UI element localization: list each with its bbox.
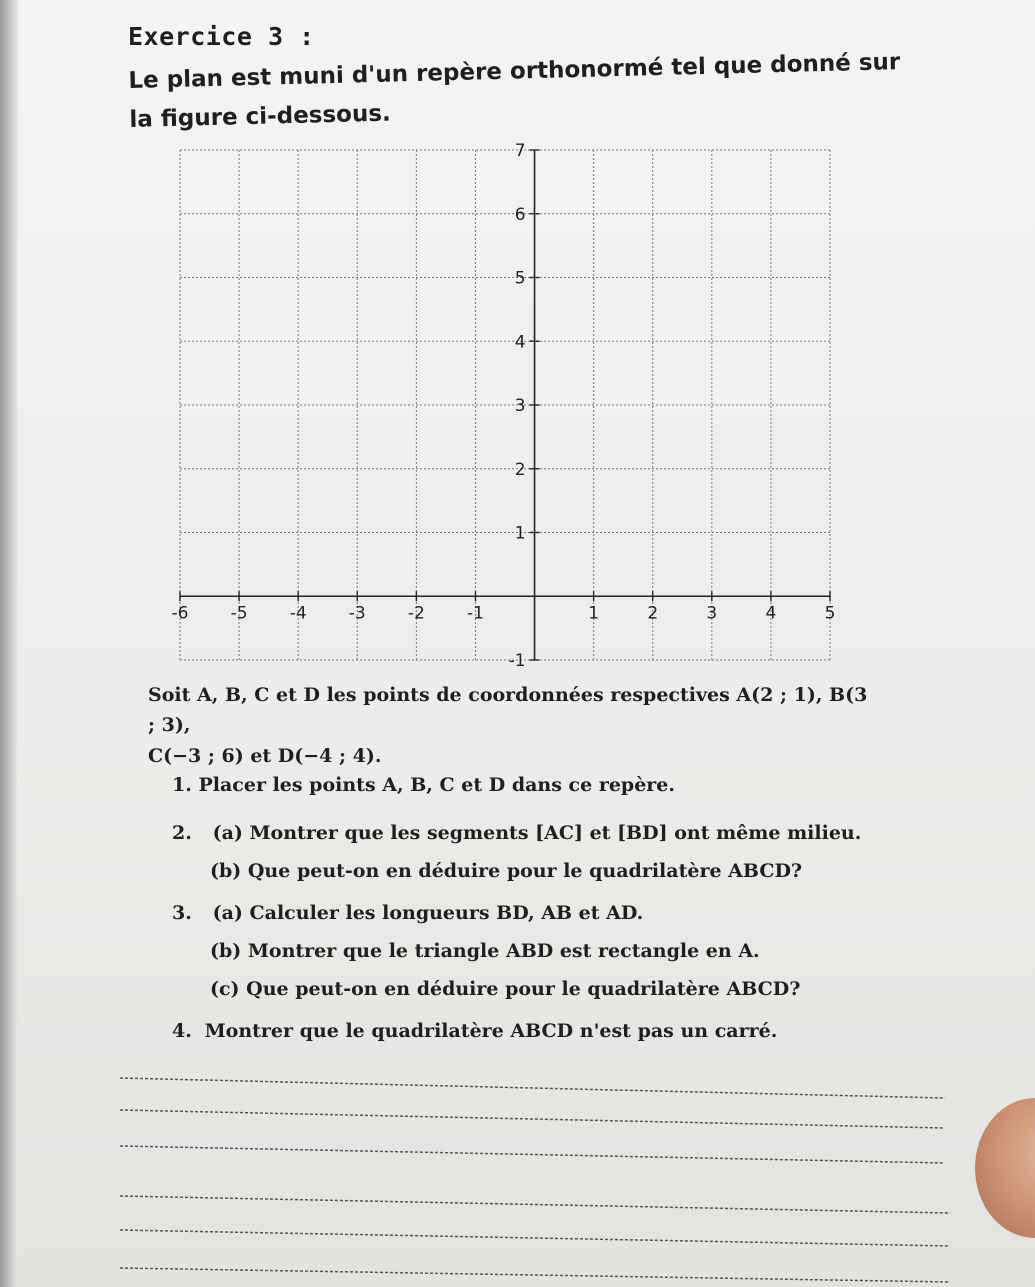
x-tick-label: 3 xyxy=(706,603,718,624)
y-tick-label: 5 xyxy=(514,268,526,289)
answer-line xyxy=(120,1078,945,1098)
x-tick-label: 1 xyxy=(588,603,600,624)
coordinate-grid xyxy=(170,140,850,680)
x-tick-label: 2 xyxy=(647,603,659,624)
question-4 xyxy=(172,1020,777,1042)
finger-photo-artifact xyxy=(975,1098,1035,1238)
answer-line xyxy=(120,1196,950,1213)
answer-line xyxy=(120,1268,950,1282)
answer-line xyxy=(120,1110,945,1128)
question-text: Montrer que le quadrilatère ABCD n'est pas un carré. xyxy=(204,1020,778,1042)
y-tick-label: 2 xyxy=(514,459,526,480)
exercise-title: Exercice 3 : xyxy=(128,22,315,51)
x-tick-label: -1 xyxy=(466,603,484,624)
problem-statement xyxy=(148,680,868,771)
x-tick-label: -6 xyxy=(171,603,189,624)
exercise-intro: Le plan est muni d'un repère orthonormé tel que donné sur la figure ci-dessous. xyxy=(128,49,901,134)
question-text: (c) Que peut-on en déduire pour le quadrilatère ABCD? xyxy=(210,978,801,1000)
question-3c xyxy=(210,978,800,1000)
x-tick-label: 4 xyxy=(765,603,777,624)
y-tick-label: 6 xyxy=(514,204,526,225)
y-tick-label: 3 xyxy=(514,396,526,416)
x-tick-label: -2 xyxy=(407,603,425,624)
answer-lines xyxy=(120,1068,950,1283)
x-tick-label: -3 xyxy=(348,603,366,624)
statement-line-1: Soit A, B, C et D les points de coordonnées respectives A(2 ; 1), B(3 ; 3), xyxy=(148,684,868,737)
question-text: Placer les points A, B, C et D dans ce repère. xyxy=(198,774,676,796)
question-number: 2. xyxy=(172,822,192,844)
question-2a xyxy=(172,822,861,844)
x-tick-label: -4 xyxy=(289,603,307,624)
y-tick-label: 1 xyxy=(514,523,526,544)
question-text: (b) Que peut-on en déduire pour le quadrilatère ABCD? xyxy=(210,860,803,882)
answer-line xyxy=(120,1230,950,1246)
y-tick-label: 4 xyxy=(514,332,526,353)
y-tick-label: -1 xyxy=(508,651,526,671)
question-number: 4. xyxy=(172,1020,192,1042)
question-1 xyxy=(172,774,675,796)
question-number: 3. xyxy=(172,902,192,924)
question-text: (a) Calculer les longueurs BD, AB et AD. xyxy=(212,902,644,924)
page-edge-shadow xyxy=(0,0,18,1287)
x-tick-label: 5 xyxy=(824,603,836,624)
answer-line xyxy=(120,1146,945,1163)
question-number: 1. xyxy=(172,774,192,796)
question-3a xyxy=(172,902,643,924)
y-tick-label: 7 xyxy=(514,141,526,161)
question-3b xyxy=(210,940,760,962)
question-text: (b) Montrer que le triangle ABD est rectangle en A. xyxy=(210,940,760,962)
x-tick-label: -5 xyxy=(230,603,248,624)
question-2b xyxy=(210,860,802,882)
question-text: (a) Montrer que les segments [AC] et [BD] ont même milieu. xyxy=(212,822,862,844)
statement-line-2: C(−3 ; 6) et D(−4 ; 4). xyxy=(148,744,382,767)
